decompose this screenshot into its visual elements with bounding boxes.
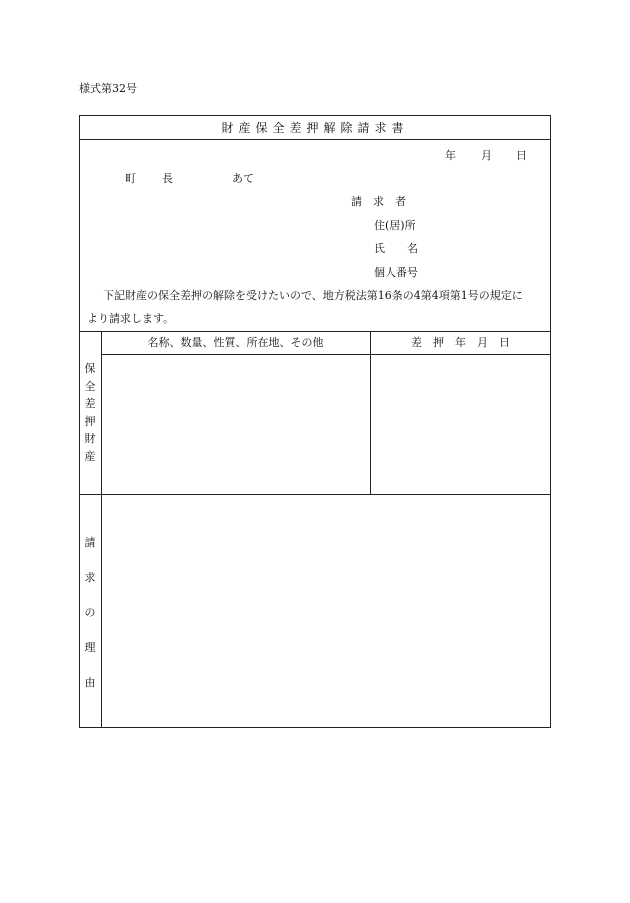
date-month: 月	[481, 149, 492, 162]
requester-label: 請 求 者	[351, 195, 406, 208]
property-name-cell[interactable]	[102, 355, 369, 493]
form-number: 様式第32号	[79, 82, 137, 95]
reason-cell[interactable]	[102, 495, 550, 727]
date-day: 日	[516, 149, 527, 162]
requester-id-label: 個人番号	[374, 266, 418, 279]
property-column-name-header: 名称、数量、性質、所在地、その他	[147, 336, 324, 349]
property-side-label: 保全差押財産	[84, 362, 96, 463]
addressee-town: 町	[125, 172, 136, 185]
body-divider	[79, 331, 551, 332]
date-year: 年	[445, 149, 456, 162]
addressee-chief: 長	[162, 172, 173, 185]
request-statement-line1: 下記財産の保全差押の解除を受けたいので、地方税法第16条の4第4項第1号の規定に	[103, 289, 523, 302]
addressee-ate: あて	[232, 172, 254, 185]
property-column-date-header: 差 押 年 月 日	[411, 336, 510, 349]
form-title: 財産保全差押解除請求書	[221, 121, 409, 135]
property-date-cell[interactable]	[371, 355, 550, 493]
requester-address-label: 住(居)所	[374, 219, 416, 232]
request-statement-line2: より請求します。	[87, 312, 175, 325]
title-divider	[79, 139, 551, 140]
requester-name-label: 氏 名	[374, 242, 418, 255]
reason-side-label: 請求の理由	[84, 536, 96, 689]
